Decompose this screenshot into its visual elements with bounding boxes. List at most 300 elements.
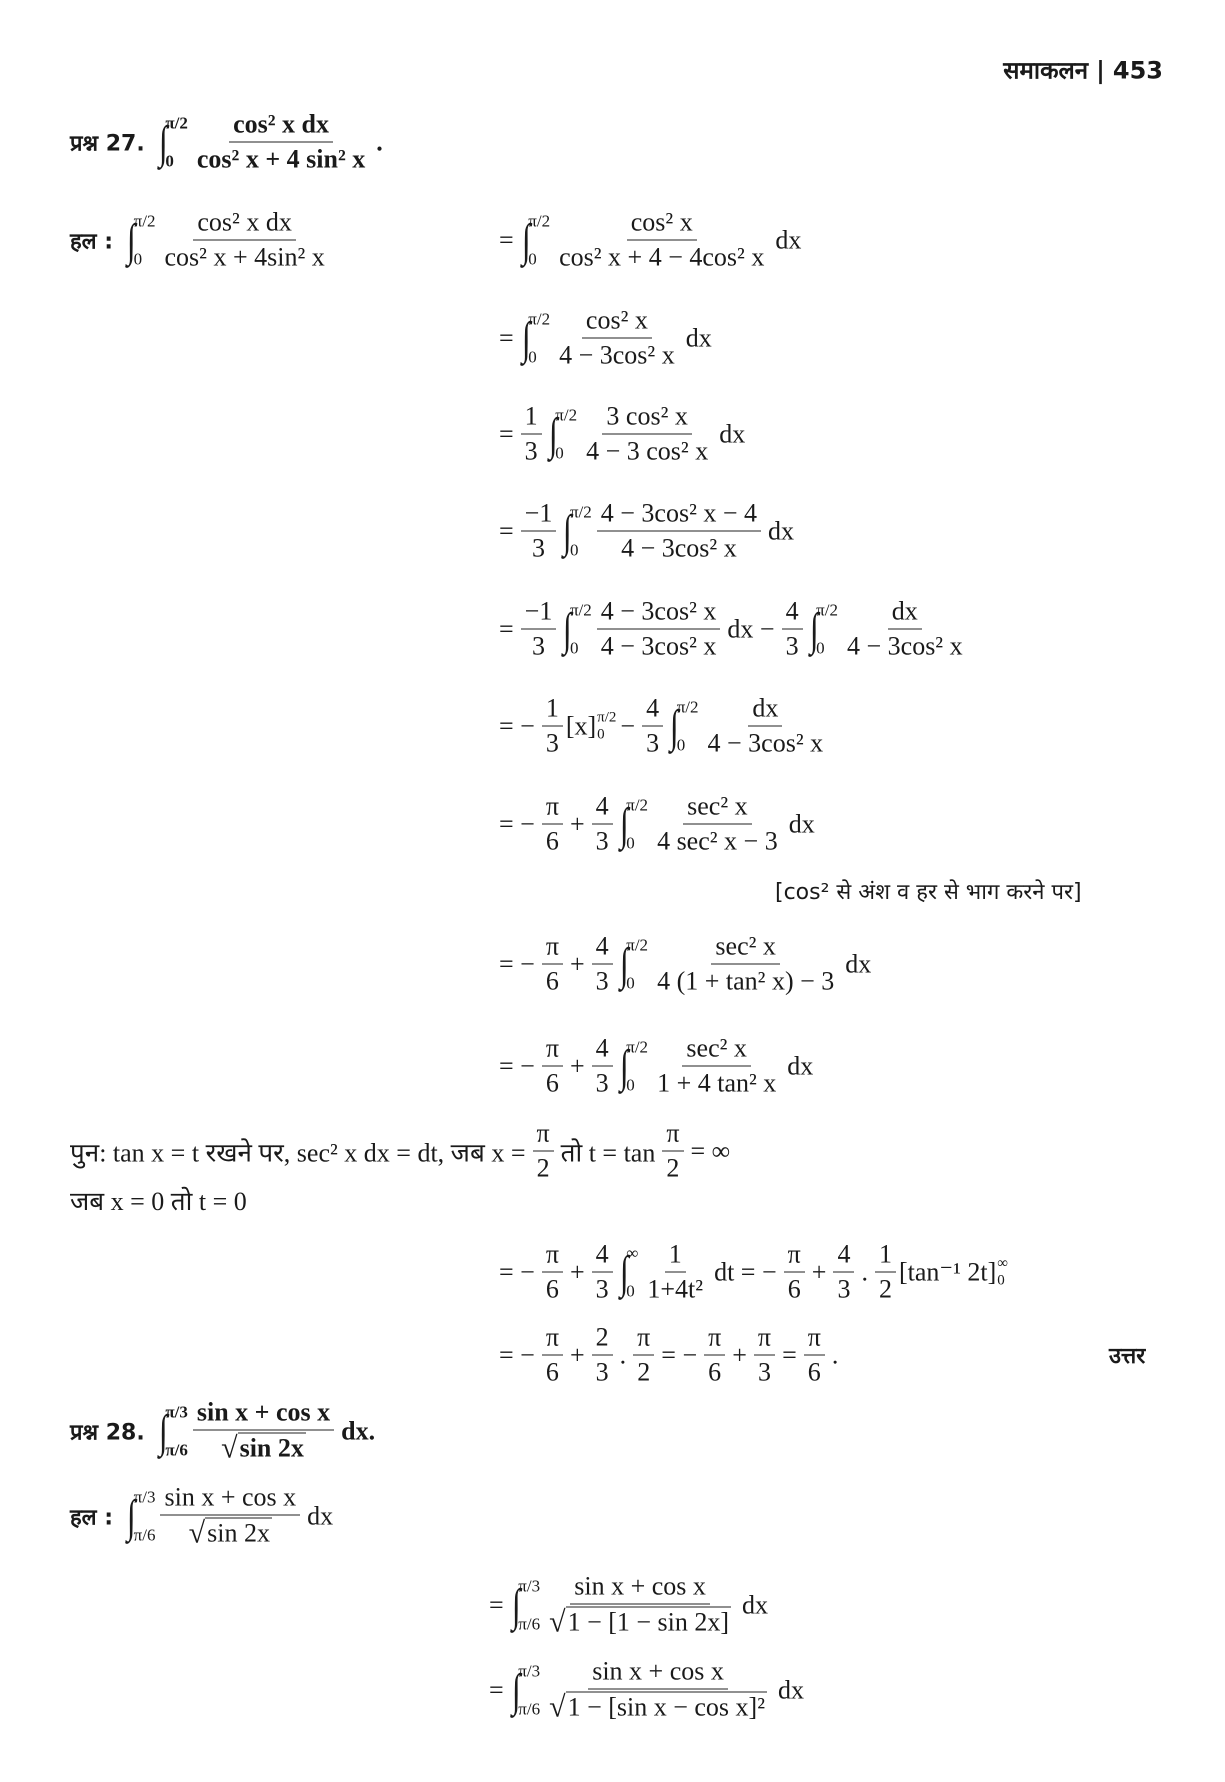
numerator [782,597,803,630]
denominator-text: 2 [637,1357,651,1387]
math-text: dx − [727,614,775,643]
definite-integral [157,1402,188,1460]
bracket-limits [997,1256,1008,1289]
denominator [542,1356,563,1388]
fraction [521,499,557,564]
math-text: = [499,419,514,448]
lower-limit: 0 [555,443,564,462]
denominator [592,1356,613,1388]
numerator [542,792,563,825]
denominator [185,1516,276,1550]
upper-limit: π/2 [569,600,592,619]
explanation-note [771,876,1086,906]
fraction [653,1034,780,1099]
denominator-text: 3 [757,1357,771,1387]
denominator-text: 6 [807,1357,821,1387]
denominator-text: 4 − 3cos² x [559,340,675,370]
numerator-text: π [545,1322,559,1352]
upper-limit: π/2 [626,935,649,954]
fraction [597,499,761,564]
definite-integral [618,1243,639,1301]
denominator-text: 3 [524,436,538,466]
equation-step [495,306,716,371]
equation-step [495,1323,842,1388]
fraction [521,402,542,467]
lower-limit: π/6 [165,1440,188,1459]
math-text: dt = − [714,1257,777,1286]
denominator-text: 3 [532,533,545,563]
fraction [592,932,613,997]
denominator-text: 4 sec² x − 3 [657,826,778,856]
fraction [193,1398,334,1465]
math-text: dx [778,1675,804,1704]
math-text: dx [788,809,815,838]
denominator [528,532,549,564]
denominator-text: 3 [595,1274,609,1304]
denominator [592,965,613,997]
numerator [521,499,557,532]
math-text: dx [775,225,802,254]
denominator-text: 3 [595,1357,609,1387]
equation-step [485,1657,808,1724]
integral-sign-icon: ∫ [126,1490,136,1541]
lower-limit: π/6 [518,1699,541,1718]
math-text: = [499,323,514,352]
math-text: = − [499,949,535,978]
integral-sign-icon: ∫ [158,1405,168,1456]
denominator-text: 4 − 3cos² x [621,533,737,563]
numerator-text: π [637,1322,651,1352]
integral-sign-icon: ∫ [511,1664,521,1715]
radical-sign-icon: √ [221,1431,238,1465]
numerator-text: π [708,1322,722,1352]
denominator-text: 3 [532,631,545,661]
integral-sign-icon: ∫ [619,798,629,849]
denominator [528,630,549,662]
numerator [683,792,752,825]
numerator-text: 4 [595,1033,609,1063]
numerator [542,1034,563,1067]
upper-limit: π/2 [528,211,551,230]
fraction [545,1572,735,1639]
definite-integral [125,1487,155,1545]
integral-limits [134,211,156,269]
integral-sign-icon: ∫ [619,1246,629,1297]
math-text: जब x = 0 तो t = 0 [70,1187,247,1216]
numerator [662,1119,683,1152]
numerator [784,1240,805,1273]
fraction [642,694,663,759]
math-text: = [499,225,514,254]
math-text: = − [661,1340,698,1369]
integral-limits [165,113,188,171]
fraction [545,1657,771,1724]
fraction [833,1240,854,1305]
numerator-text: sin x + cos x [196,1397,331,1427]
denominator-text: 4 − 3 cos² x [586,436,709,466]
numerator-text: 4 [837,1239,851,1269]
definite-integral [808,600,838,658]
denominator [542,825,563,857]
numerator-text: 4 [595,1239,609,1269]
solution-28-start [70,1483,337,1550]
page-header [995,54,1163,87]
question-label: हल : [70,1505,114,1530]
integral-limits [518,1661,540,1719]
denominator-text: 6 [545,966,559,996]
fraction [521,597,557,662]
denominator [833,1273,854,1305]
numerator [542,932,563,965]
numerator-text: π [536,1118,550,1148]
fraction [653,792,782,857]
numerator [597,499,761,532]
math-text: = − [499,809,535,838]
numerator-text: cos² x dx [197,207,292,237]
integral-limits [626,795,648,853]
numerator [193,208,295,241]
integral-limits [134,1487,156,1545]
denominator [784,1273,805,1305]
denominator [592,1273,613,1305]
denominator [160,241,328,273]
math-text: dx. [341,1416,376,1445]
numerator-text: 1 [524,401,538,431]
denominator [521,435,542,467]
definite-integral [125,211,155,269]
numerator-text: 4 − 3cos² x [600,596,717,626]
upper-limit: π/2 [133,211,156,230]
integral-sign-icon: ∫ [619,938,629,989]
denominator [662,1152,683,1184]
integral-limits [816,600,838,658]
denominator [804,1356,825,1388]
numerator-text: cos² x [630,207,693,237]
fraction [643,1240,707,1305]
fraction [592,1034,613,1099]
evaluated-bracket [899,1256,1008,1289]
numerator [592,1034,613,1067]
question-label: प्रश्न 27. [70,131,145,156]
denominator-text: 6 [787,1274,801,1304]
lower-limit: π/6 [518,1614,541,1633]
math-text: + [569,1340,585,1369]
denominator-text: 3 [595,966,609,996]
upper-limit: π/2 [597,709,617,726]
numerator-text: 4 [595,931,609,961]
denominator [545,1690,771,1724]
equation-step [495,694,830,759]
fraction [662,1119,683,1184]
math-text: = − [499,1051,535,1080]
square-root [549,1692,767,1723]
denominator [555,339,679,371]
denominator [597,630,721,662]
upper-limit: π/2 [626,795,649,814]
math-text: = [489,1590,504,1619]
fraction [592,1240,613,1305]
numerator-text: π [666,1118,680,1148]
math-text: . [619,1340,627,1369]
denominator [704,727,828,759]
numerator-text: −1 [524,596,553,626]
numerator [704,1323,725,1356]
numerator-text: sec² x [715,931,776,961]
numerator-text: cos² x dx [233,109,330,139]
numerator [642,694,663,727]
fraction [782,597,803,662]
integral-sign-icon: ∫ [126,214,136,265]
math-text: = [499,516,514,545]
equation-step [495,402,749,467]
upper-limit: π/2 [626,1037,649,1056]
numerator [627,208,697,241]
numerator-text: π [807,1322,821,1352]
solution-27-start [70,208,332,273]
math-text: + [569,949,585,978]
numerator [588,1657,728,1690]
denominator [754,1356,775,1388]
definite-integral [520,211,550,269]
upper-limit: π/3 [518,1661,541,1680]
substitution-text [66,1119,734,1184]
lower-limit: 0 [626,833,635,852]
denominator-text: 4 − 3cos² x [707,728,824,758]
denominator [633,1356,654,1388]
lower-limit: 0 [816,638,825,657]
numerator-text: π [545,931,559,961]
math-text: = [782,1340,797,1369]
denominator-text: 3 [545,728,559,758]
equation-step [495,1034,817,1099]
numerator-text: 3 cos² x [606,401,688,431]
numerator-text: 1 [668,1239,682,1269]
radicand: sin 2x [207,1518,270,1548]
fraction [784,1240,805,1305]
numerator [597,597,721,630]
integral-sign-icon: ∫ [563,505,573,556]
square-root [549,1607,731,1638]
numerator-text: cos² x [585,305,648,335]
numerator [602,402,691,435]
definite-integral [668,697,698,755]
denominator [592,1067,613,1099]
denominator [545,1605,735,1639]
page-number: 453 [1112,56,1163,84]
bracket-expression: [tan⁻¹ 2t] [898,1257,997,1286]
denominator [542,727,563,759]
definite-integral [157,113,188,171]
question-28 [70,1398,379,1465]
math-text: + [569,1257,585,1286]
integral-sign-icon: ∫ [158,116,168,167]
denominator [555,241,768,273]
integral-limits [626,935,648,993]
radical-sign-icon: √ [549,1690,566,1724]
math-text: = [499,614,514,643]
integral-sign-icon: ∫ [619,1040,629,1091]
numerator [888,597,922,630]
denominator [642,727,663,759]
fraction [542,932,563,997]
numerator [804,1323,825,1356]
fraction [582,402,712,467]
fraction [542,1034,563,1099]
numerator-text: sin x + cos x [592,1656,724,1686]
math-text: dx [787,1051,814,1080]
numerator-text: 4 [646,693,660,723]
denominator [653,1067,780,1099]
denominator-text: 4 (1 + tan² x) − 3 [657,966,835,996]
numerator-text: sec² x [686,1033,747,1063]
equation-step [495,792,819,857]
lower-limit: π/6 [133,1525,156,1544]
upper-limit: π/3 [133,1487,156,1506]
upper-limit: π/2 [528,309,551,328]
numerator [633,1323,654,1356]
numerator [754,1323,775,1356]
math-text: = − [499,1340,535,1369]
math-text: . [861,1257,868,1286]
square-root [189,1518,272,1549]
fraction [555,208,768,273]
denominator-text: 2 [536,1153,550,1183]
denominator [643,1273,707,1305]
answer-label [1105,1340,1149,1370]
math-text: − [620,711,636,740]
math-text: + [811,1257,827,1286]
math-text: = [489,1675,504,1704]
equation-step [495,499,798,564]
equation-step [495,1240,1008,1305]
fraction [533,1119,554,1184]
integral-limits [528,211,550,269]
fraction [542,694,563,759]
numerator-text: 1 [878,1239,892,1269]
denominator-text: 6 [545,826,559,856]
math-text: पुन: tan x = t रखने पर, sec² x dx = dt, जब x = [70,1138,526,1167]
numerator [711,932,780,965]
fraction [633,1323,654,1388]
upper-limit: π/2 [165,113,188,132]
numerator [521,597,557,630]
numerator-text: π [545,1239,559,1269]
math-text: dx [719,419,746,448]
upper-limit: π/3 [518,1576,541,1595]
denominator-text: 1+4t² [647,1274,704,1304]
integral-limits [528,309,550,367]
header-separator: | [1096,56,1105,84]
integral-sign-icon: ∫ [511,1579,521,1630]
fraction [804,1323,825,1388]
denominator [653,965,838,997]
fraction [555,306,679,371]
integral-sign-icon: ∫ [563,603,573,654]
square-root [221,1433,306,1464]
upper-limit: π/2 [676,697,699,716]
denominator [875,1273,896,1305]
numerator-text: 4 [785,596,799,626]
numerator [875,1240,896,1273]
numerator [582,306,652,339]
numerator [193,1398,334,1431]
numerator [833,1240,854,1273]
fraction [875,1240,896,1305]
numerator-text: π [545,791,559,821]
denominator [617,532,741,564]
definite-integral [520,309,550,367]
evaluated-bracket [566,710,617,743]
numerator-text: sin x + cos x [164,1482,297,1512]
fraction [542,1240,563,1305]
denominator-text: cos² x + 4sin² x [164,242,325,272]
numerator [592,932,613,965]
numerator-text: dx [891,596,918,626]
radicand: 1 − [1 − sin 2x] [567,1607,730,1637]
denominator-text: 2 [878,1274,892,1304]
lower-limit: 0 [997,1272,1005,1288]
fraction [160,1483,300,1550]
bracket-limits [597,710,616,743]
math-text: [cos² से अंश व हर से भाग करने पर] [775,880,1082,905]
definite-integral [510,1661,540,1719]
lower-limit: 0 [626,1281,635,1300]
math-text: उत्तर [1109,1344,1146,1369]
numerator [665,1240,686,1273]
math-text: dx [685,323,712,352]
denominator [542,1067,563,1099]
numerator [542,1323,563,1356]
definite-integral [618,935,648,993]
numerator [682,1034,751,1067]
numerator [542,1240,563,1273]
numerator [542,694,563,727]
equation-step [495,208,805,273]
integral-limits [570,600,592,658]
math-text: + [732,1340,747,1369]
denominator-text: 6 [545,1357,559,1387]
denominator [592,825,613,857]
numerator-text: π [545,1033,559,1063]
lower-limit: 0 [597,726,605,742]
math-text: dx [845,949,872,978]
integral-sign-icon: ∫ [809,603,819,654]
definite-integral [510,1576,540,1634]
numerator-text: 2 [595,1322,609,1352]
definite-integral [547,405,577,463]
fraction [653,932,838,997]
denominator [843,630,967,662]
denominator-text: 4 − 3cos² x [846,631,963,661]
radical-sign-icon: √ [549,1605,566,1639]
integral-limits [677,697,699,755]
upper-limit: ∞ [997,1255,1008,1272]
denominator-text: 1 + 4 tan² x [657,1068,777,1098]
math-text: = − [499,711,535,740]
integral-limits [570,502,592,560]
integral-sign-icon: ∫ [521,312,531,363]
definite-integral [618,795,648,853]
lower-limit: 0 [165,151,174,170]
denominator-text: 3 [646,728,660,758]
fraction [592,1323,613,1388]
numerator-text: 4 [595,791,609,821]
integral-sign-icon: ∫ [669,700,679,751]
numerator-text: dx [752,693,779,723]
integral-sign-icon: ∫ [521,214,531,265]
radicand: sin 2x [239,1433,304,1463]
numerator-text: −1 [524,498,553,528]
